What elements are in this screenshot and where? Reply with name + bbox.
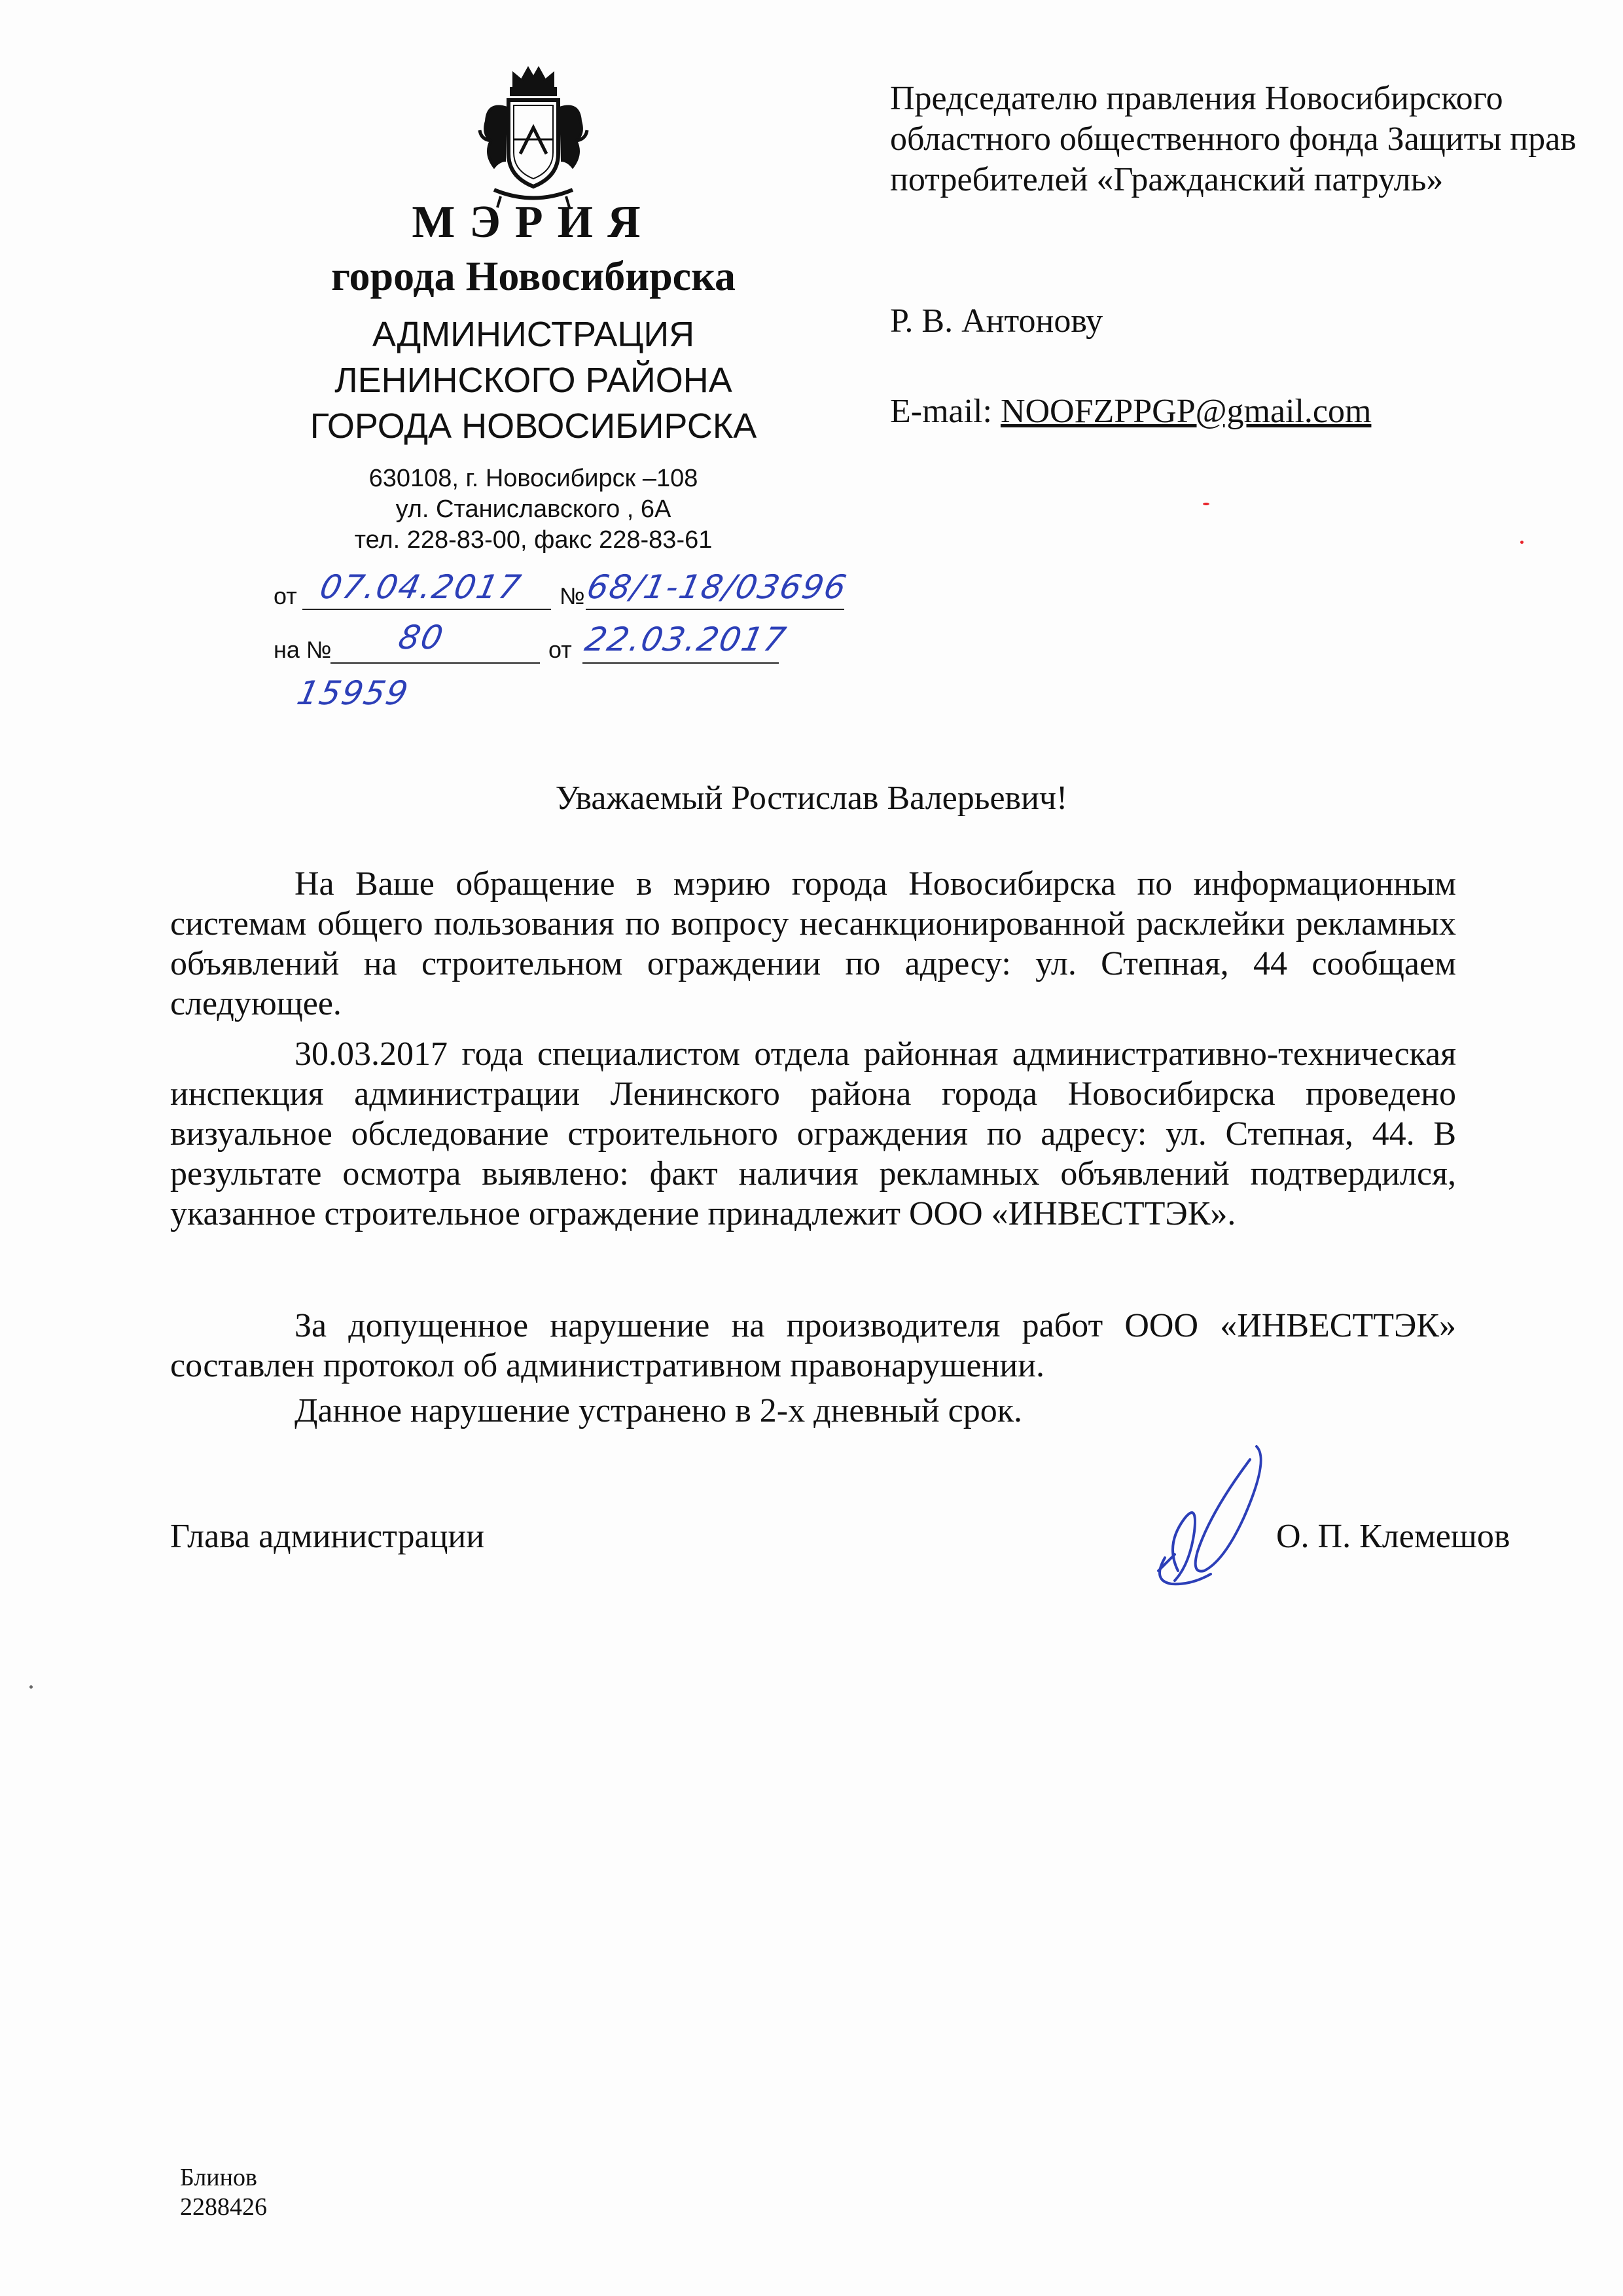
executor-name: Блинов	[180, 2164, 257, 2191]
dust-speck	[29, 1685, 33, 1689]
address-line: тел. 228-83-00, факс 228-83-61	[354, 526, 713, 554]
recipient-address: Председателю правления Новосибирского областного общественного фонда Защиты прав потребителей «Гражданский патруль»	[890, 80, 1577, 198]
recipient-email	[890, 391, 1371, 432]
signatory-name: О. П. Клемешов	[1276, 1518, 1510, 1555]
address-line: ул. Станиславского , 6А	[395, 495, 671, 523]
red-speck	[1520, 541, 1524, 544]
administration-line: ГОРОДА НОВОСИБИРСКА	[310, 406, 757, 446]
body-paragraph: Данное нарушение устранено в 2-х дневный срок.	[294, 1392, 1022, 1429]
number-line	[586, 609, 844, 610]
red-speck	[1203, 503, 1209, 505]
reference-number-handwritten: 80	[395, 619, 448, 656]
outgoing-number-handwritten: 68/1-18/03696	[583, 568, 851, 606]
address-line: 630108, г. Новосибирск –108	[368, 465, 698, 492]
administration-line: ЛЕНИНСКОГО РАЙОНА	[334, 361, 732, 400]
from-label: от	[274, 583, 297, 609]
meria-heading: МЭРИЯ	[412, 197, 655, 247]
coat-of-arms-emblem	[468, 62, 599, 213]
body-paragraph: За допущенное нарушение на производителя работ ООО «ИНВЕСТТЭК» составлен протокол об административном правонарушении.	[170, 1307, 1456, 1384]
recipient-name: Р. В. Антонову	[890, 302, 1103, 340]
body-paragraph: 30.03.2017 года специалистом отдела районная административно-техническая инспекция администрации Ленинского района города Новосибирска проведено визуальное обследование строительного ограждения по адресу: ул. Степная, 44. В результате осмотра выявлено: факт наличия рекламных объявлений подтвердился, указанное строительное ограждение принадлежит ООО «ИНВЕСТТЭК».	[170, 1035, 1456, 1232]
executor-phone: 2288426	[180, 2193, 267, 2221]
from-date-handwritten: 07.04.2017	[316, 568, 526, 606]
number-label: №	[560, 583, 585, 609]
city-heading: города Новосибирска	[331, 253, 736, 299]
reference-date-handwritten: 22.03.2017	[581, 620, 791, 658]
reference-label: на №	[274, 636, 332, 663]
incoming-number-handwritten: 15959	[293, 674, 413, 712]
reference-number-line	[330, 662, 540, 664]
signatory-title: Глава администрации	[170, 1518, 485, 1555]
body-paragraph: На Ваше обращение в мэрию города Новосибирска по информационным системам общего пользования по вопросу несанкционированной расклейки рекламных объявлений на строительном ограждении по адресу: ул. Степная, 44 сообщаем следующее.	[170, 865, 1456, 1022]
greeting: Уважаемый Ростислав Валерьевич!	[555, 780, 1068, 817]
email-link[interactable]: NOOFZPPGP@gmail.com	[1000, 393, 1372, 430]
handwritten-signature	[1113, 1440, 1283, 1597]
reference-from-label: от	[548, 636, 572, 663]
from-date-line	[302, 609, 551, 610]
email-label: E-mail:	[890, 393, 992, 430]
reference-date-line	[582, 662, 779, 664]
administration-line: АДМИНИСТРАЦИЯ	[372, 315, 695, 354]
